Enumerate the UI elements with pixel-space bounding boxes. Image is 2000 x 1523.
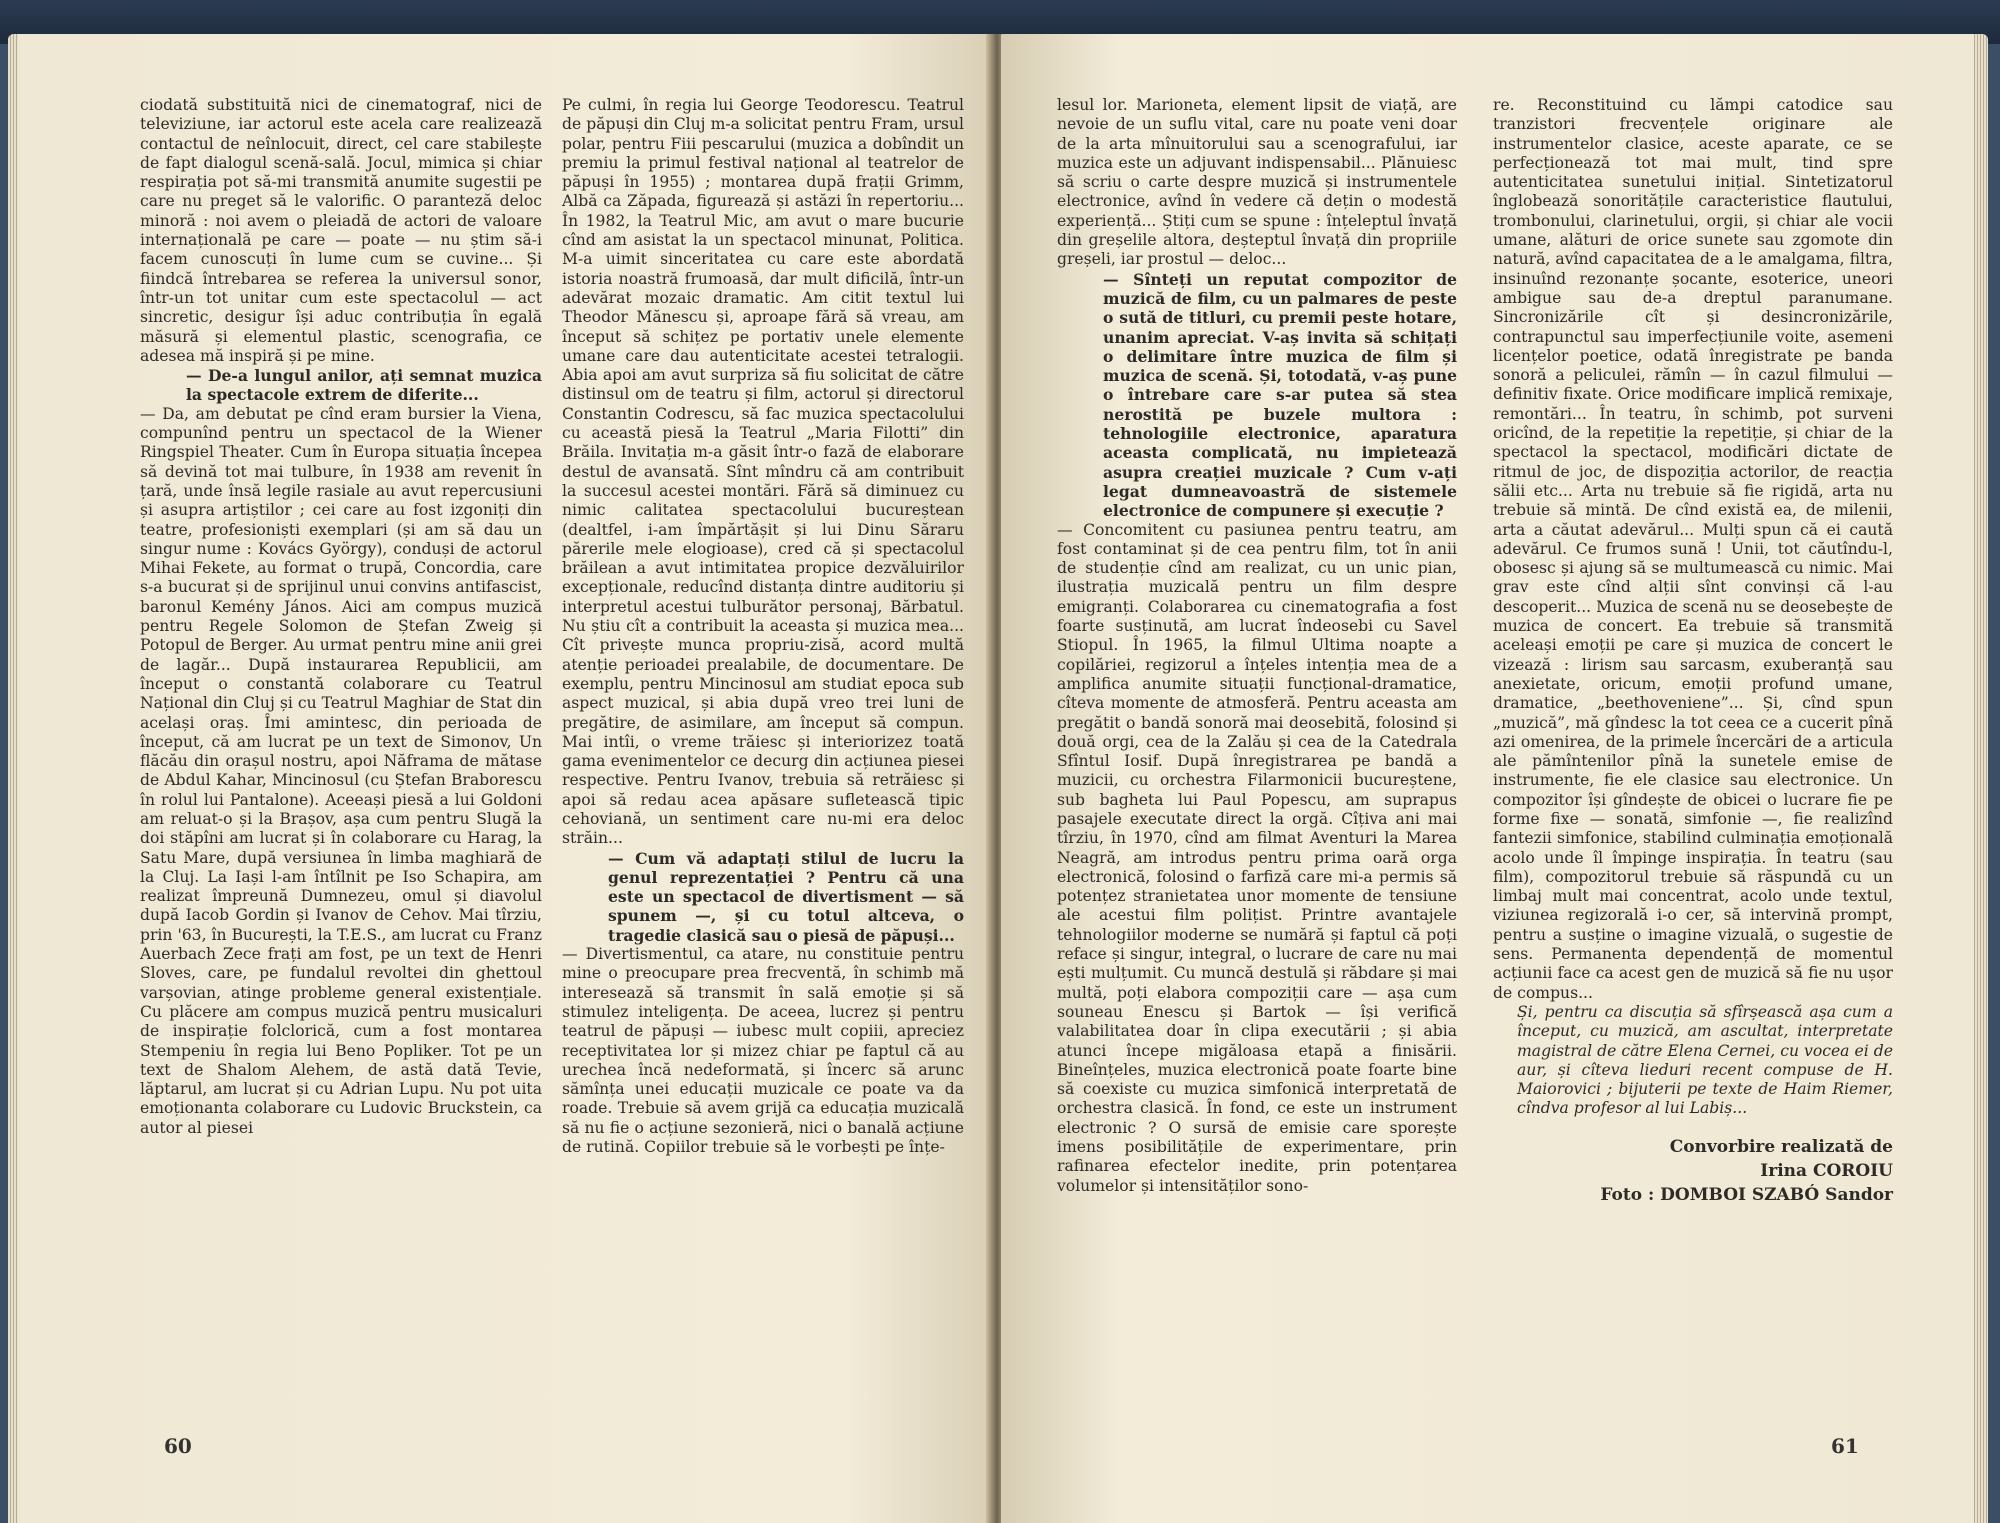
signature-block [1493, 1135, 1893, 1207]
signature-photo-credit: Foto : DOMBOI SZABÓ Sandor [1600, 1184, 1893, 1205]
right-page-column-2 [1493, 96, 1893, 1207]
interview-question: — De-a lungul anilor, ați semnat muzica la spectacole extrem de diferite... [186, 366, 542, 405]
left-page [8, 34, 993, 1523]
signature-line-1: Convorbire realizată de [1669, 1136, 1893, 1157]
paragraph: Pe culmi, în regia lui George Teodorescu. Teatrul de păpuși din Cluj m-a solicitat pentru Fram, ursul polar, pentru Fiii pescarului (muzica a dobîndit un premiu la primul festival național al teatrelor de păpuși în 1955) ; montarea după frații Grimm, Albă ca Zăpada, figurează și astăzi în repertoriu... În 1982, la Teatrul Mic, am avut o mare bucurie cînd am asistat la un spectacol minunat, Politica. M-a uimit sinceritatea cu care este abordată istoria noastră frumoasă, dar mult dificilă, într-un adevărat mozaic dramatic. Am citit textul lui Theodor Mănescu și, aproape fără să vreau, am început să schițez pe portativ unele elemente umane care dau autenticitate acestei tetralogii. Abia apoi am avut surpriza să fiu solicitat de către distinsul om de teatru și film, actorul și directorul Constantin Codrescu, să fac muzica spectacolului cu această piesă la Teatrul „Maria Filotti” din Brăila. Invitația m-a găsit într-o fază de elaborare destul de avansată. Sînt mîndru că am contribuit la succesul acestei montări. Fără să diminuez cu nimic calitatea spectacolului bucureștean (dealtfel, i-am împărtășit și lui Dinu Săraru părerile mele elogioase), cred că și spectacolul brăilean a avut intimitatea propice dezvăluirilor excepționale, reducînd distanța dintre auditoriu și interpretul acestui tulburător personaj, Bărbatul. Nu știu cît a contribuit la aceasta și muzica mea... Cît privește munca propriu-zisă, acord multă atenție perioadei prealabile, de documentare. De exemplu, pentru Mincinosul am studiat epoca sub aspect muzical, și abia după vreo trei luni de pregătire, de asimilare, am început să compun. Mai intîi, o vreme trăiesc și interiorizez toată gama evenimentelor ce decurg din acțiunea piesei respective. Pentru Ivanov, trebuia să retrăiesc și apoi să redau acea apăsare sufletească tipic cehoviană, un sentiment care nu-mi era deloc străin... [562, 96, 964, 848]
left-page-column-1 [140, 96, 542, 1138]
closing-note: Și, pentru ca discuția să sfîrșească așa cum a început, cu muzică, am ascultat, interpretate magistral de către Elena Cernei, cu vocea ei de aur, și cîteva lieduri recent compuse de H. Maiorovici ; bijuterii pe texte de Haim Riemer, cîndva profesor al lui Labiș... [1517, 1002, 1893, 1118]
paragraph: — Da, am debutat pe cînd eram bursier la Viena, compunînd pentru un spectacol de la Wiener Ringspiel Theater. Cum în Europa situația începea să devină tot mai tulbure, în 1938 am revenit în țară, unde însă legile rasiale au avut repercusiuni și asupra artiștilor ; cei care au fost izgoniți din teatre, profesioniști exemplari (și am să dau un singur nume : Kovács György), conduși de actorul Mihai Fekete, au format o trupă, Concordia, care s-a bucurat și de sprijinul unui convins antifascist, baronul Kemény János. Aici am compus muzică pentru Regele Solomon de Ștefan Zweig și Potopul de Berger. Au urmat pentru mine anii grei de lagăr... După instaurarea Republicii, am început o constantă colaborare cu Teatrul Național din Cluj și cu Teatrul Maghiar de Stat din același oraș. Îmi amintesc, din perioada de început, că am lucrat pe un text de Simonov, Un flăcău din orașul nostru, apoi Năframa de mătase de Abdul Kahar, Mincinosul (cu Ștefan Braborescu în rolul lui Pantalone). Aceeași piesă a lui Goldoni am reluat-o și la Brașov, așa cum pentru Slugă la doi stăpîni am lucrat și în colaborare cu Harag, la Satu Mare, după versiunea în limba maghiară de la Cluj. La Iași l-am întîlnit pe Iso Schapira, am realizat împreună Dumnezeu, omul și diavolul după Iacob Gordin și Ivanov de Cehov. Mai tîrziu, prin '63, în București, la T.E.S., am lucrat cu Franz Auerbach Zece frați am fost, pe un text de Henri Sloves, care, pe fundalul revoltei din ghettoul varșovian, atinge probleme general existențiale. Cu plăcere am compus muzică pentru musicaluri de inspirație folclorică, cum a fost montarea Stempeniu în regia lui Beno Popliker. Tot pe un text de Shalom Alehem, de astă dată Tevie, lăptarul, am lucrat și cu Adrian Lupu. Nu pot uita emoționanta colaborare cu Ludovic Bruckstein, ca autor al piesei [140, 404, 542, 1137]
page-number-right: 61 [1831, 1434, 1859, 1458]
signature-author: Irina COROIU [1760, 1160, 1893, 1181]
right-page-column-1 [1057, 96, 1457, 1196]
interview-question: — Sînteți un reputat compozitor de muzică de film, cu un palmares de peste o sută de titluri, cu premii peste hotare, unanim apreciat. V-aș invita să schițați o delimitare între muzica de film și muzica de scenă. Și, totodată, v-aș pune o întrebare care s-ar putea să stea nerostită pe buzele multora : tehnologiile electronice, aparatura aceasta complicată, nu impietează asupra creației muzicale ? Cum v-ați legat dumneavoastră de sistemele electronice de compunere și execuție ? [1103, 269, 1457, 521]
left-page-edge [8, 34, 18, 1523]
paragraph: — Divertismentul, ca atare, nu constituie pentru mine o preocupare prea frecventă, în schimb mă interesează să transmit în sală emoție și să stimulez inteligența. De aceea, lucrez și pentru teatrul de păpuși — iubesc mult copiii, apreciez receptivitatea lor și mizez chiar pe faptul că au urechea încă nedeformată, și încerc să arunc sămînța unei educații muzicale ce poate va da roade. Trebuie să avem grijă ca educația muzicală să nu fie o acțiune sezonieră, nici o banală acțiune de rutină. Copiilor trebuie să le vorbești pe înțe- [562, 945, 964, 1157]
right-page-edge [1974, 34, 1988, 1523]
magazine-spread [8, 34, 1988, 1523]
paragraph: lesul lor. Marioneta, element lipsit de viață, are nevoie de un suflu vital, care nu poate veni doar de la arta mînuitorului sau a scenografului, iar muzica este un adjuvant indispensabil... Plănuiesc să scriu o carte despre muzică și instrumentele electronice, avînd în vedere că dețin o modestă experiență... Știți cum se spune : înțeleptul învață din greșelile altora, deșteptul învață din propriile greșeli, iar prostul — deloc... [1057, 96, 1457, 269]
right-page [1001, 34, 1988, 1523]
paragraph: re. Reconstituind cu lămpi catodice sau tranzistori frecvențele originare ale instrumentelor clasice, aceste aparate, ce se perfecționează tot mai mult, tind spre autenticitatea sunetului inițial. Sintetizatorul înglobează sonoritățile caracteristice flautului, trombonului, clarinetului, orgii, și chiar ale vocii umane, alături de orice sunete sau zgomote din natură, avînd capacitatea de a le amalgama, filtra, insinuînd rezonanțe șocante, esoterice, uneori ambigue sau de-a dreptul paranumane. Sincronizările cît și desincronizările, contrapunctul sau imperfecțiunile voite, asemeni licențelor poetice, odată înregistrate pe banda sonoră a peliculei, rămîn — în cazul filmului — definitiv fixate. Orice modificare implică remixaje, remontări... În teatru, în schimb, pot surveni oricînd, de la repetiție la repetiție, și chiar de la spectacol la spectacol, modificări dictate de ritmul de joc, de dispoziția actorilor, de reacția sălii etc... Arta nu trebuie să fie rigidă, arta nu trebuie să mintă. De cînd există ea, de milenii, arta a căutat adevărul... Mulți spun că ei caută adevărul. Ce frumos sună ! Unii, tot căutîndu-l, obosesc și ajung să se multumească cu nimic. Mai grav este cînd alții sînt convinși că l-au descoperit... Muzica de scenă nu se deosebește de muzica de concert. Ea trebuie să transmită aceleași emoții pe care și muzica de concert le vizează : lirism sau sarcasm, exuberanță sau anexietate, oricum, emoții profund umane, dramatice, „beethoveniene”... Și, cînd spun „muzică”, mă gîndesc la tot ceea ce a cucerit pînă azi omenirea, de la primele încercări de a articula ale pămîntenilor pînă la sunetele emise de instrumente, fie ele clasice sau electronice. Un compozitor își gîndește de obicei o lucrare fie pe forme fixe — sonată, simfonie —, fie realizînd fantezii simfonice, stabilind culminația emoțională acolo unde îl împinge inspirația. În teatru (sau film), compozitorul trebuie să răspundă cu un limbaj mult mai concentrat, acolo unde textul, viziunea regizorală i-o cer, să intervină prompt, pentru a susține o imagine vizuală, o sugestie de sens. Permanenta dependență de momentul acțiunii face ca acest gen de muzică să fie nu ușor de compus... [1493, 96, 1893, 1002]
paragraph: ciodată substituită nici de cinematograf, nici de televiziune, iar actorul este acela care realizează contactul de neînlocuit, direct, cel care stabilește de fapt dialogul scenă-sală. Jocul, mimica și chiar respirația pot să-mi transmită anumite sugestii pe care nu preget să le valorific. O paranteză deloc minoră : noi avem o pleiadă de actori de valoare internațională pe care — poate — nu știm să-i facem cunoscuți în lume cum se cuvine... Și fiindcă întrebarea se referea la universul sonor, într-un tot unitar cum este spectacolul — act sincretic, desigur își aduc contribuția în egală măsură și elementul plastic, scenografia, ce adesea mă inspiră și pe mine. [140, 96, 542, 365]
paragraph: — Concomitent cu pasiunea pentru teatru, am fost contaminat și de cea pentru film, tot în anii de studenție cînd am realizat, cu un unic pian, ilustrația muzicală pentru un film despre emigranți. Colaborarea cu cinematografia a fost foarte susținută, am lucrat îndeosebi cu Savel Stiopul. În 1965, la filmul Ultima noapte a copilăriei, regizorul a înțeles intenția mea de a amplifica anumite situații funcțional-dramatice, cîteva momente de atmosferă. Pentru aceasta am pregătit o bandă sonoră mai deosebită, folosind și două orgi, cea de la Zalău și cea de la Catedrala Sfîntul Iosif. După înregistrarea pe bandă a muzicii, cu orchestra Filarmonicii bucureștene, sub bagheta lui Paul Popescu, am suprapus pasajele executate direct la orgă. Cîțiva ani mai tîrziu, în 1970, cînd am filmat Aventuri la Marea Neagră, am introdus pentru prima oară orga electronică, folosind o farfiză care mi-a permis să potențez stranietatea unor momente de tensiune ale acestui film polițist. Printre avantajele tehnologiilor moderne se numără și faptul că poți reface și singur, integral, o lucrare de care nu mai ești mulțumit. Cu muncă destulă și răbdare și mai multă, poți elabora compoziții care — așa cum souneau Enescu și Bartok — își verifică valabilitatea doar în clipa executării ; și abia atunci începe migăloasa etapă a finisării. Bineînțeles, muzica electronică poate foarte bine să coexiste cu muzica simfonică interpretată de orchestra clasică. În fond, ce este un instrument electronic ? O sursă de emisie care sporește imens posibilitățile de experimentare, prin rafinarea efectelor inedite, prin potențarea volumelor și intensităților sono- [1057, 520, 1457, 1195]
page-number-left: 60 [164, 1434, 192, 1458]
left-page-column-2 [562, 96, 964, 1157]
interview-question: — Cum vă adaptați stilul de lucru la genul reprezentației ? Pentru că una este un spectacol de divertisment — să spunem —, și cu totul altceva, o tragedie clasică sau o piesă de păpuși... [608, 848, 964, 945]
